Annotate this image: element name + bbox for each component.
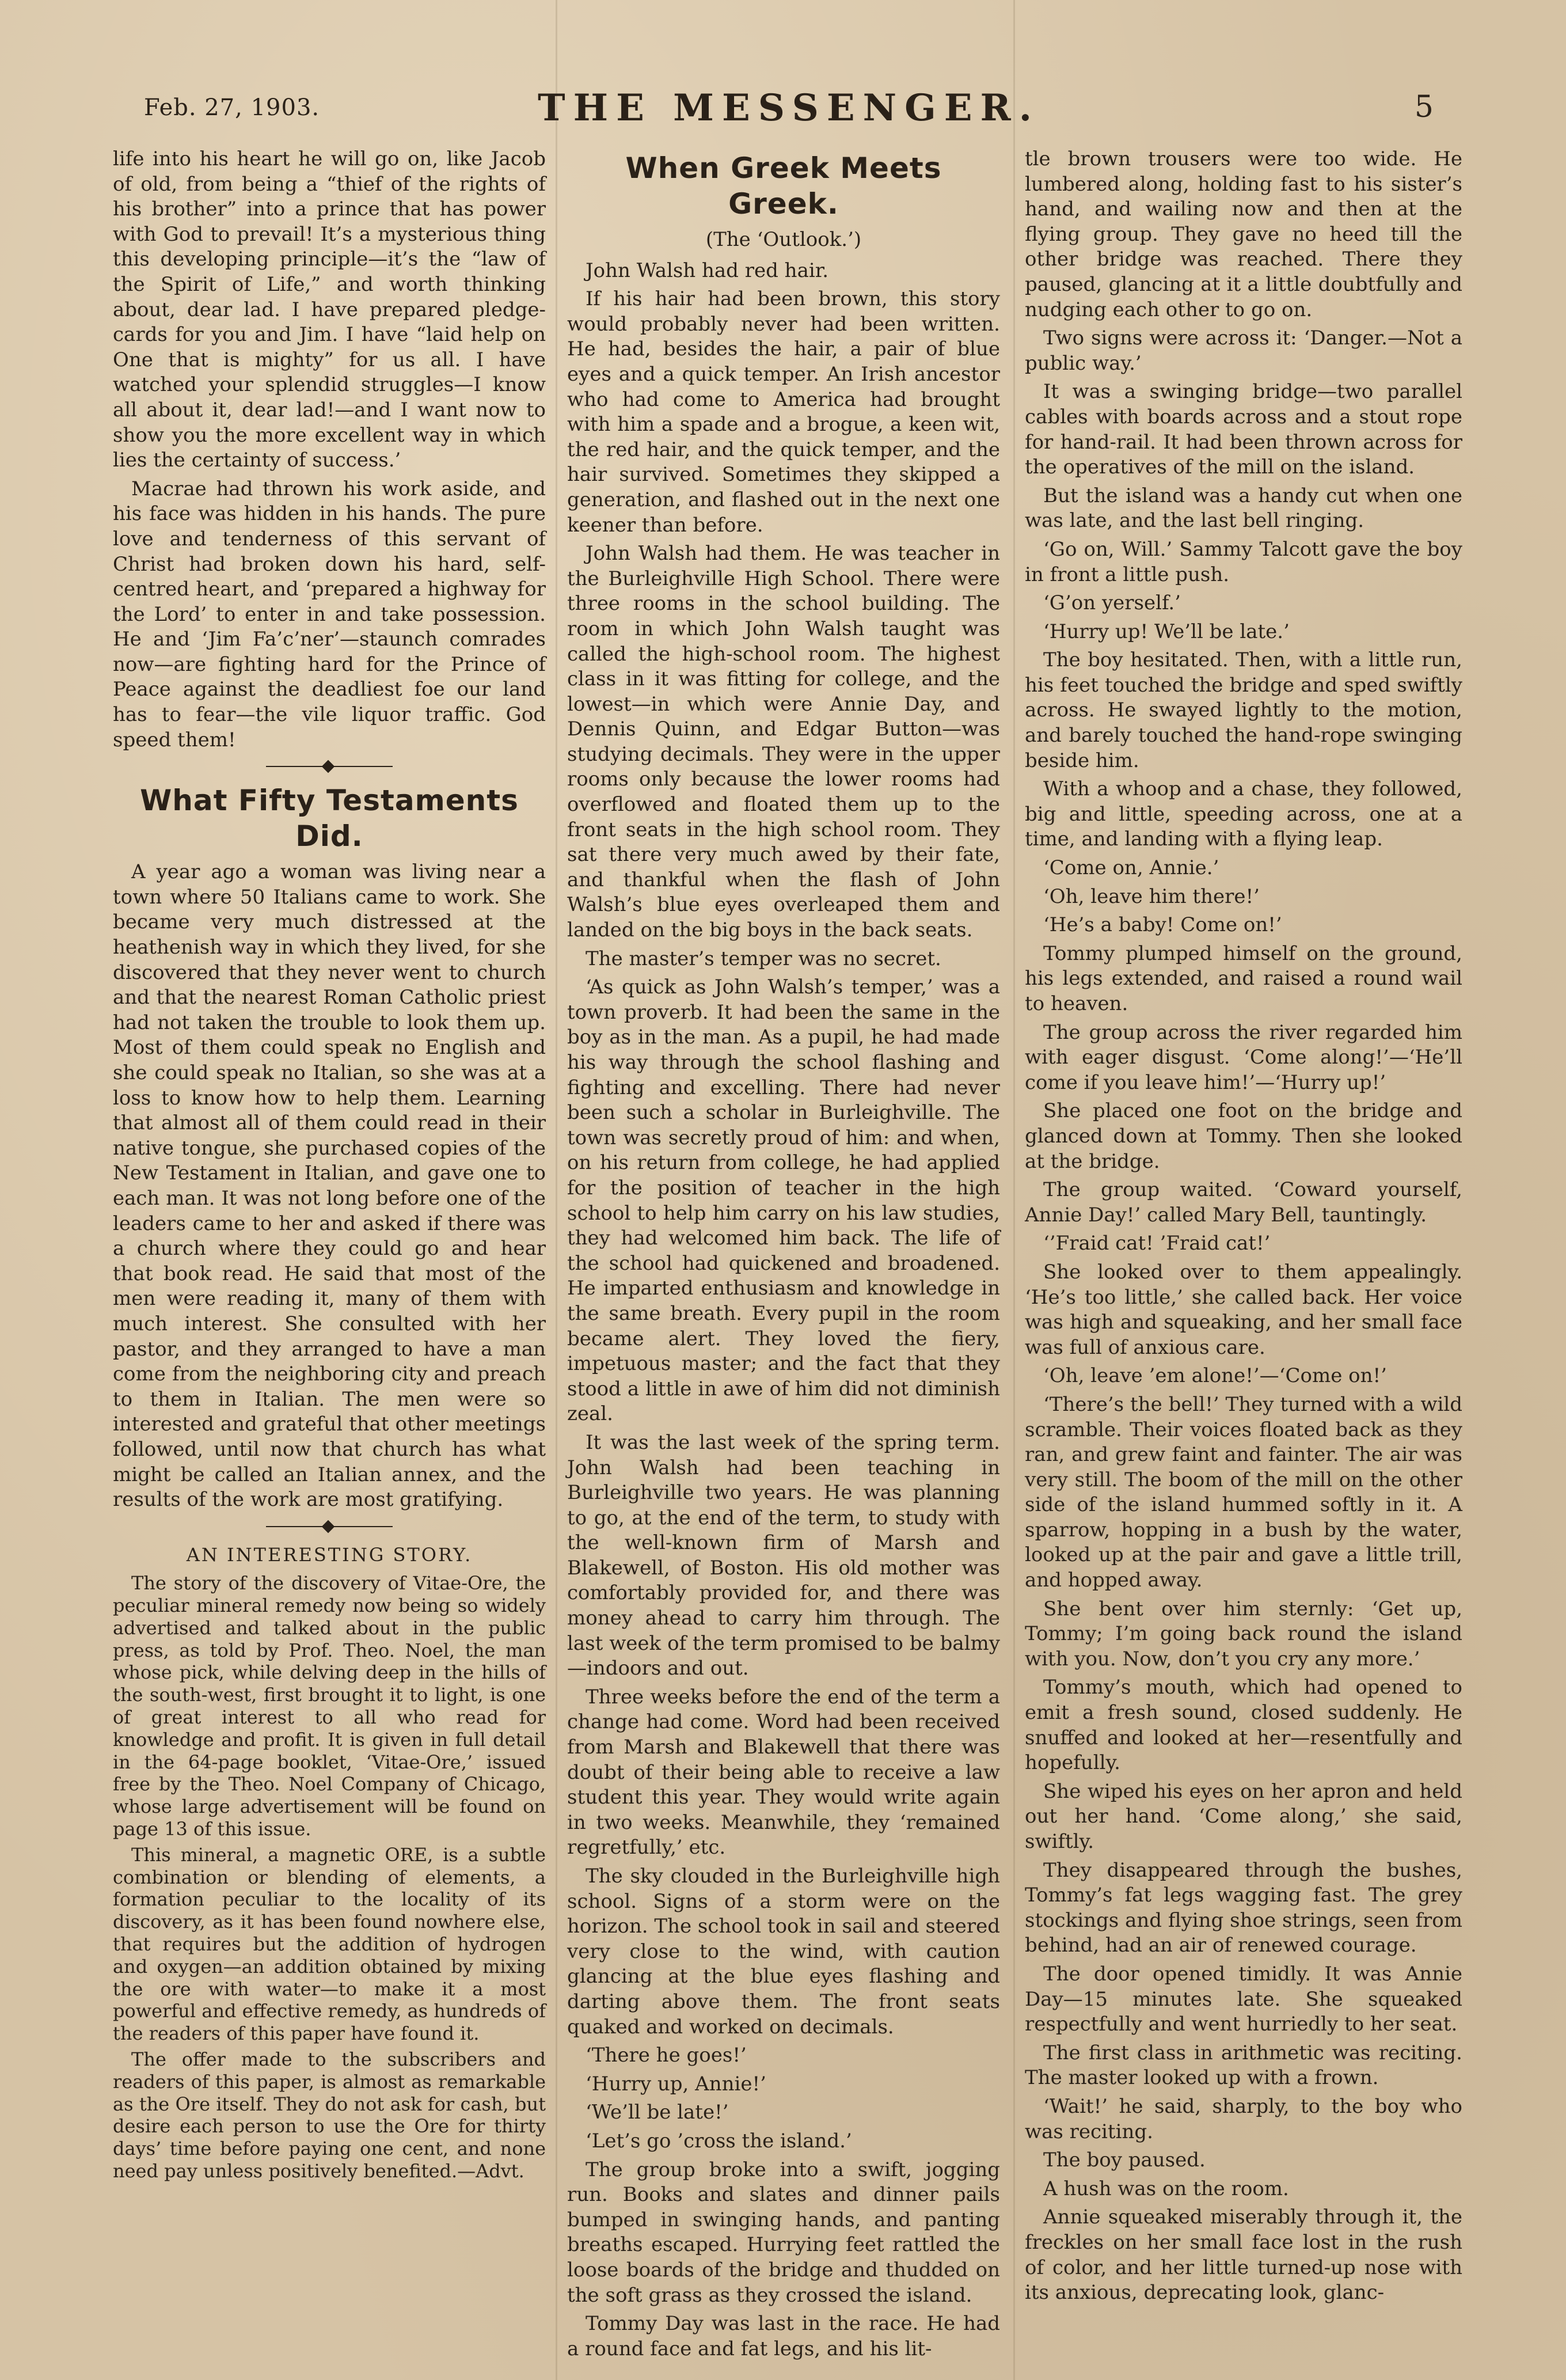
paragraph: ‘G’on yerself.’ (1043, 591, 1181, 615)
paragraph: ‘There he goes!’ (586, 2044, 747, 2067)
paragraph: life into his heart he will go on, like Jacob of old, from being a “thief of the rights of his brother” into a prince that has power with God to prevail! It’s a mysterious thing this developing principle—it’s the “law of the Spirit of Life,” and worth thinking about, dear lad. I have prepared pledge-cards for you and Jim. I have “laid help on One that is mighty” for us all. I have watched your splendid struggles—I know all about it, dear lad!—and I want now to show you the more excellent way in which lies the certainty of success.’ (113, 147, 546, 472)
paragraph: ‘Hurry up! We’ll be late.’ (1043, 620, 1290, 643)
paragraph: A year ago a woman was living near a town where 50 Italians came to work. She became very much distressed at the heathenish way in which they lived, for she discovered that they never went to church and that the nearest Roman Catholic priest had not taken the trouble to look them up. Most of them could speak no English and she could speak no Italian, so she was at a loss to know how to help them. Learning that almost all of them could read in their native tongue, she purchased copies of the New Testament in Italian, and gave one to each man. It was not long before one of the leaders came to her and asked if there was a church where they could go and hear that book read. He said that most of the men were reading it, many of them with much interest. She consulted with her pastor, and they arranged to have a man come from the neighboring city and preach to them in Italian. The men were so interested and grateful that other meetings followed, until now that church has what might be called an Italian annex, and the results of the work are most gratifying. (113, 860, 546, 1512)
paragraph: The group waited. ‘Coward yourself, Annie Day!’ called Mary Bell, tauntingly. (1025, 1178, 1462, 1227)
paragraph: The boy paused. (1043, 2149, 1206, 2172)
paragraph: ‘Wait!’ he said, sharply, to the boy who was reciting. (1025, 2094, 1462, 2143)
paragraph: ‘Oh, leave ’em alone!’—‘Come on!’ (1043, 1364, 1387, 1388)
paragraph: tle brown trousers were too wide. He lumbered along, holding fast to his sister’s hand, and wailing now and then at the flying group. They gave no heed till the other bridge was reached. There they paused, glancing at it a little doubtfully and nudging each other to go on. (1025, 147, 1462, 321)
paragraph: A hush was on the room. (1043, 2177, 1289, 2200)
paragraph: This mineral, a magnetic ORE, is a subtle combination or blending of elements, a formation peculiar to the locality of its discovery, as it has been found nowhere else, that requires but the addition of hydrogen and oxygen—an addition obtained by mixing the ore with water—to make it a most powerful and effective remedy, as hundreds of the readers of this paper have found it. (113, 1843, 546, 2045)
paragraph: The door opened timidly. It was Annie Day—15 minutes late. She squeaked respectfully and went hurriedly to her seat. (1025, 1962, 1462, 2036)
column-divider (556, 0, 557, 2380)
paragraph: ‘Hurry up, Annie!’ (586, 2072, 766, 2096)
article-source: (The ‘Outlook.’) (705, 228, 862, 251)
paragraph: The story of the discovery of Vitae-Ore, the peculiar mineral remedy now being so widely advertised and talked about in the public press, as told by Prof. Theo. Noel, the man whose pick, while delving deep in the hills of the south-west, first brought it to light, is one of great interest to all who read for knowledge and profit. It is given in full detail in the 64-page booklet, ‘Vitae-Ore,’ issued free by the Theo. Noel Company of Chicago, whose large advertisement will be found on page 13 of this issue. (113, 1572, 546, 1840)
paragraph: The group broke into a swift, jogging run. Books and slates and dinner pails bumped in swinging hands, and panting breaths escaped. Hurrying feet rattled the loose boards of the bridge and thudded on the soft grass as they crossed the island. (567, 2158, 1000, 2307)
paragraph: She placed one foot on the bridge and glanced down at Tommy. Then she looked at the bridge. (1025, 1099, 1462, 1173)
advertisement (113, 1572, 546, 2182)
paragraph: She wiped his eyes on her apron and held out her hand. ‘Come along,’ she said, swiftly. (1025, 1779, 1462, 1853)
article-title: What Fifty Testaments Did. (140, 784, 519, 853)
paragraph: The master’s temper was no secret. (586, 947, 941, 970)
paragraph: But the island was a handy cut when one was late, and the last bell ringing. (1025, 484, 1462, 533)
paragraph: The first class in arithmetic was reciting. The master looked up with a frown. (1025, 2041, 1462, 2090)
column-divider (1013, 0, 1015, 2380)
paragraph: Two signs were across it: ‘Danger.—Not a public way.’ (1025, 327, 1462, 375)
page-number: 5 (1414, 90, 1434, 124)
paragraph: It was the last week of the spring term. John Walsh had been teaching in Burleighville two years. He was planning to go, at the end of the term, to study with the well-known firm of Marsh and Blakewell, of Boston. His old mother was comfortably provided for, and there was money ahead to carry him through. The last week of the term promised to be balmy—indoors and out. (567, 1430, 1000, 1680)
section-divider (266, 758, 393, 775)
paragraph: John Walsh had red hair. (586, 259, 829, 282)
paragraph: John Walsh had them. He was teacher in the Burleighville High School. There were three rooms in the school building. The room in which John Walsh taught was called the high-school room. The highest class in it was fitting for college, and the lowest—in which were Annie Day, and Dennis Quinn, and Edgar Button—was studying decimals. They were in the upper rooms only because the lower rooms had overflowed and floated them up to the front seats in the high school room. They sat there very much awed by their fate, and thankful when the flash of John Walsh’s blue eyes overleaped them and landed on the big boys in the back seats. (567, 542, 1000, 942)
article-title: When Greek Meets Greek. (625, 151, 942, 221)
masthead-title: THE MESSENGER. (538, 86, 1040, 130)
paragraph: The boy hesitated. Then, with a little run, his feet touched the bridge and sped swiftly across. He swayed lightly to the motion, and barely touched the hand-rope swinging beside him. (1025, 648, 1462, 772)
column-2 (567, 147, 1001, 2360)
paragraph: Annie squeaked miserably through it, the freckles on her small face lost in the rush of color, and her little turned-up nose with its anxious, deprecating look, glanc- (1025, 2206, 1462, 2305)
advert-title: AN INTERESTING STORY. (186, 1543, 473, 1566)
paragraph: ‘’Fraid cat! ’Fraid cat!’ (1043, 1232, 1271, 1255)
issue-date: Feb. 27, 1903. (144, 94, 320, 121)
paragraph: The group across the river regarded him with eager disgust. ‘Come along!’—‘He’ll come if you leave him!’—‘Hurry up!’ (1025, 1020, 1462, 1094)
paragraph: Three weeks before the end of the term a change had come. Word had been received from Marsh and Blakewell that there was doubt of their being able to receive a law student this year. They would write again in two weeks. Meanwhile, they ‘remained regretfully,’ etc. (567, 1685, 1000, 1859)
paragraph: ‘We’ll be late!’ (586, 2101, 729, 2124)
paragraph: Tommy plumped himself on the ground, his legs extended, and raised a round wail to heaven. (1025, 942, 1462, 1015)
paragraph: With a whoop and a chase, they followed, big and little, speeding across, one at a time, and landing with a flying leap. (1025, 777, 1462, 851)
paragraph: ‘Oh, leave him there!’ (1043, 885, 1260, 908)
paragraph: Tommy’s mouth, which had opened to emit a fresh sound, closed suddenly. He snuffed and looked at her—resentfully and hopefully. (1025, 1676, 1462, 1775)
paragraph: Macrae had thrown his work aside, and his face was hidden in his hands. The pure love and tenderness of this servant of Christ had broken down his hard, self-centred heart, and ‘prepared a highway for the Lord’ to enter in and take possession. He and ‘Jim Fa’c’ner’—staunch comrades now—are fighting hard for the Prince of Peace against the deadliest foe our land has to fear—the vile liquor traffic. God speed them! (113, 477, 546, 751)
paragraph: ‘There’s the bell!’ They turned with a wild scramble. Their voices floated back as they ran, and grew faint and fainter. The air was very still. The boom of the mill on the other side of the island hummed softly in it. A sparrow, hopping in a bush by the water, looked up at the pair and gave a little trill, and hopped away. (1025, 1392, 1462, 1592)
paragraph: The sky clouded in the Burleighville high school. Signs of a storm were on the horizon. The school took in sail and steered very close to the wind, with caution glancing at the blue eyes flashing and darting above them. The front seats quaked and worked on decimals. (567, 1865, 1001, 2039)
paragraph: ‘Come on, Annie.’ (1043, 856, 1219, 880)
paragraph: ‘Go on, Will.’ Sammy Talcott gave the boy in front a little push. (1025, 537, 1462, 586)
paragraph: She bent over him sternly: ‘Get up, Tommy; I’m going back round the island with you. Now, don’t you cry any more.’ (1025, 1597, 1462, 1671)
column-1 (113, 147, 546, 2334)
page-header (138, 86, 1439, 130)
section-divider (266, 1519, 393, 1535)
paragraph: If his hair had been brown, this story would probably never had been written. He had, besides the hair, a pair of blue eyes and a quick temper. An Irish ancestor who had come to America had brought with him a spade and a brogue, a keen wit, the red hair, and the quick temper, and the hair survived. Sometimes they skipped a generation, and flashed out in the next one keener than before. (567, 287, 1000, 537)
paragraph: Tommy Day was last in the race. He had a round face and fat legs, and his lit- (567, 2312, 1000, 2360)
column-3 (1025, 147, 1462, 2334)
paragraph: It was a swinging bridge—two parallel cables with boards across and a stout rope for hand-rail. It had been thrown across for the operatives of the mill on the island. (1025, 380, 1462, 479)
paragraph: They disappeared through the bushes, Tommy’s fat legs wagging fast. The grey stockings and flying shoe strings, seen from behind, had an air of renewed courage. (1025, 1858, 1462, 1957)
paragraph: ‘He’s a baby! Come on!’ (1043, 913, 1282, 937)
paragraph: ‘Let’s go ’cross the island.’ (586, 2129, 852, 2153)
paragraph: The offer made to the subscribers and readers of this paper, is almost as remarkable as the Ore itself. They do not ask for cash, but desire each person to use the Ore for thirty days’ time before paying one cent, and none need pay unless positively benefited.—Advt. (113, 2048, 546, 2182)
paragraph: She looked over to them appealingly. ‘He’s too little,’ she called back. Her voice was high and squeaking, and her small face was full of anxious care. (1025, 1260, 1462, 1359)
paragraph: ‘As quick as John Walsh’s temper,’ was a town proverb. It had been the same in the boy as in the man. As a pupil, he had made his way through the school flashing and fighting and excelling. There had never been such a scholar in Burleighville. The town was secretly proud of him: and when, on his return from college, he had applied for the position of teacher in the high school to help him carry on his law studies, they had welcomed him back. The life of the school had quickened and broadened. He imparted enthusiasm and knowledge in the same breath. Every pupil in the room became alert. They loved the fiery, impetuous master; and the fact that they stood a little in awe of him did not diminish zeal. (567, 975, 1000, 1426)
